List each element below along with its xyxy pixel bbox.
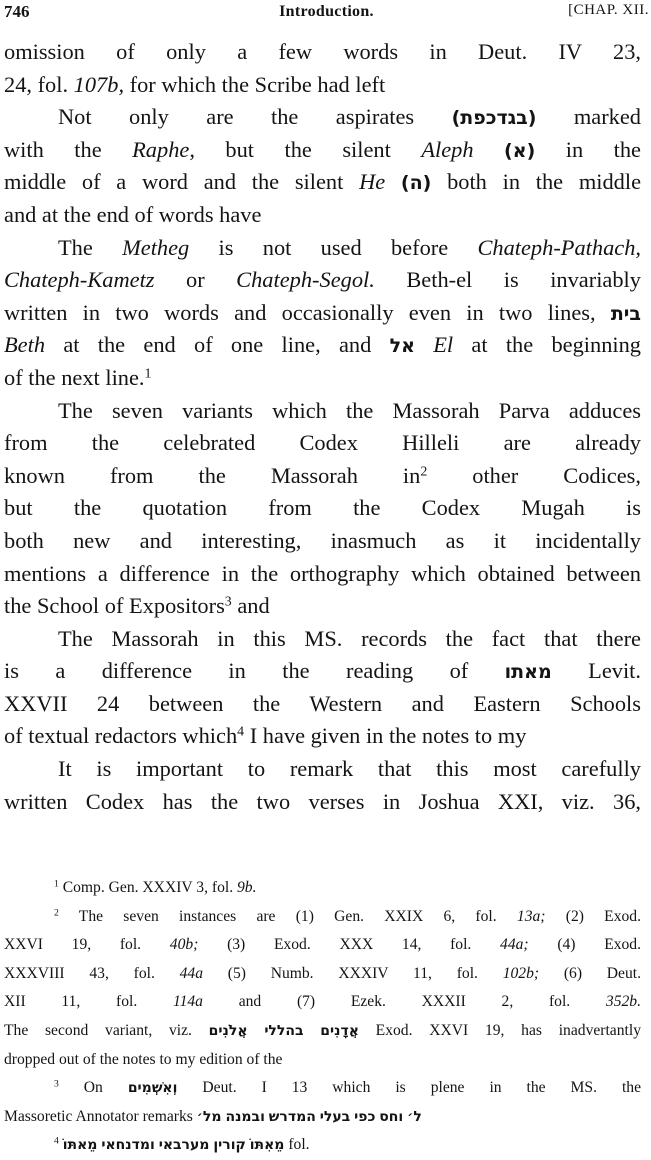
- paragraph-6: It is important to remark that this most carefully written Codex has the two verses in Joshua XXI, viz. 36,: [4, 756, 641, 814]
- hebrew-word: המדרש: [268, 1108, 316, 1125]
- hebrew-word: ל׳: [407, 1108, 422, 1125]
- hebrew-word: מערבאי: [158, 1137, 210, 1154]
- paragraph-3: The Metheg is not used before Chateph-Pathach, Chateph-Kametz or Chateph-Segol. Beth-el is invariably written in two words and occasionally even in two lines, בית Beth at the end of one line, and אל El at the beginning of the next line.$^1$: [4, 234, 642, 390]
- main-text: [4, 36, 641, 818]
- footnote-4: $^4$ מֵאִתּוֹ קורין מערבאי ומדנחאי מֵאתּוֹ fol.: [54, 1136, 310, 1154]
- hebrew-word: מאתו: [504, 661, 552, 684]
- hebrew-word: (בגדכפת): [451, 107, 537, 130]
- hebrew-word: ובמנה: [225, 1108, 265, 1125]
- hebrew-word: בעלי: [319, 1108, 351, 1125]
- paragraph-1: omission of only a few words in Deut. IV 23, 24, fol. 107b, for which the Scribe had left: [4, 39, 641, 97]
- hebrew-word: מֵאתּוֹ: [62, 1137, 98, 1154]
- hebrew-word: קורין: [213, 1137, 246, 1154]
- footnotes: [4, 874, 641, 1160]
- hebrew-word: וחס: [379, 1108, 404, 1125]
- hebrew-word: אֲלֹנִים: [208, 1022, 248, 1039]
- hebrew-word: כפי: [354, 1108, 376, 1125]
- page-number: 746: [4, 2, 30, 21]
- paragraph-5: The Massorah in this MS. records the fact that there is a difference in the reading of מאתו Levit. XXVII 24 between the Western and Eastern Schools of textual redactors which$^4$ I have given in the notes to my: [4, 625, 641, 749]
- paragraph-4: The seven variants which the Massorah Parva adduces from the celebrated Codex Hilleli are already known from the Massorah $in^2$ other Codices, but the quotation from the Codex Mugah is both new and interesting, inasmuch as it incidentally mentions a difference in the orthography which obtained between the School of Expositors$^3$ and: [4, 397, 641, 619]
- paragraph-2: Not only are the aspirates (בגדכפת) marked with the Raphe, but the silent Aleph (א) in the middle of a word and the silent He (ה) both in the middle and at the end of words have: [4, 104, 642, 227]
- hebrew-word: מֵאִתּוֹ: [249, 1137, 285, 1154]
- hebrew-word: (א): [504, 139, 536, 162]
- running-title: Introduction.: [279, 3, 374, 20]
- hebrew-word: (ה): [400, 172, 432, 195]
- chapter-label: [CHAP. XII.: [568, 2, 649, 18]
- footnote-1: $^1$ Comp. Gen. XXXIV 3, fol. 9b.: [54, 878, 257, 896]
- hebrew-word: מל׳: [196, 1108, 222, 1125]
- running-header: [4, 0, 649, 24]
- hebrew-word: אל: [389, 335, 415, 358]
- hebrew-word: בית: [610, 302, 641, 325]
- hebrew-word: אֲדָנִים: [320, 1022, 359, 1039]
- hebrew-word: וְאִשְׁמִים: [127, 1080, 178, 1097]
- footnote-3: $^3$ On וְאִשְׁמִים Deut. I 13 which is plene in the MS. the Massoretic Annotator remarks ל׳ וחס כפי בעלי המדרש ובמנה מל׳: [4, 1078, 641, 1125]
- footnote-2: $^2$ The seven instances are (1) Gen. XXIX 6, fol. 13a; (2) Exod. XXVI 19, fol. 40b; (3) Exod. XXX 14, fol. 44a; (4) Exod. XXXVIII 43, fol. 44a (5) Numb. XXXIV 11, fol. 102b; (6) Deut. XII 11, fol. 114a and (7) Ezek. XXXII 2, fol. 352b. The second variant, viz. אֲדָנִים בהללי אֲלֹנִים Exod. XXVI 19, has inadvertantly dropped out of the notes to my edition of the: [4, 907, 642, 1068]
- hebrew-word: בהללי: [264, 1022, 304, 1039]
- hebrew-word: ומדנחאי: [101, 1137, 155, 1154]
